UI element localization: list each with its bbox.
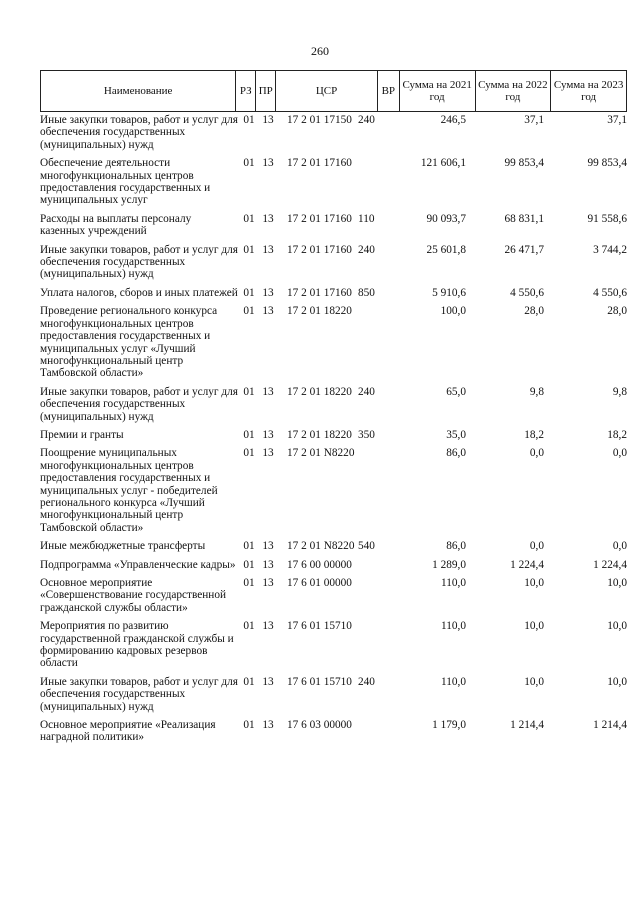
row-sum-2023: 37,1	[607, 114, 627, 126]
row-pr: 13	[262, 243, 274, 256]
row-pr: 13	[262, 620, 274, 633]
row-sum-2023: 18,2	[607, 428, 627, 441]
table-header	[40, 70, 627, 112]
row-rz: 01	[243, 620, 255, 633]
page-number: 260	[311, 44, 329, 58]
table-row	[40, 447, 627, 534]
row-sum-2021: 110,0	[441, 620, 466, 633]
row-sum-2022: 68 831,1	[504, 212, 544, 225]
row-sum-2023: 10,0	[607, 577, 627, 589]
row-pr: 13	[262, 305, 274, 318]
header-pr: ПР	[256, 71, 276, 111]
row-rz: 01	[243, 385, 255, 398]
row-sum-2021: 86,0	[446, 540, 466, 553]
row-vr: 110	[358, 212, 375, 225]
row-sum-2021: 25 601,8	[426, 243, 466, 256]
row-sum-2022: 1 224,4	[510, 558, 544, 571]
row-name: Уплата налогов, сборов и иных платежей	[40, 286, 238, 299]
row-csr: 17 2 01 17160	[287, 212, 352, 225]
row-csr: 17 6 00 00000	[287, 558, 352, 571]
row-pr: 13	[262, 675, 274, 688]
row-name: Основное мероприятие «Совершенствование государственной гражданской службы области»	[40, 577, 227, 614]
row-rz: 01	[243, 157, 255, 170]
table-row	[40, 287, 627, 299]
row-sum-2022: 0,0	[529, 447, 544, 460]
row-rz: 01	[243, 212, 255, 225]
row-rz: 01	[243, 540, 255, 553]
row-pr: 13	[262, 558, 274, 571]
row-sum-2023: 10,0	[607, 675, 627, 688]
row-vr	[356, 577, 382, 614]
row-name: Поощрение муниципальных многофункциональных центров предоставления государственных и муниципальных услуг - победителей регионального конкурса «Лучший многофункциональный центр Тамбовской области»	[40, 447, 218, 534]
row-vr: 350	[358, 428, 375, 441]
table-row	[40, 559, 627, 571]
row-rz: 01	[243, 719, 255, 732]
row-name: Премии и гранты	[40, 428, 124, 441]
row-name: Иные закупки товаров, работ и услуг для обеспечения государственных (муниципальных) нужд	[40, 243, 238, 281]
row-pr: 13	[262, 212, 274, 225]
table-row	[40, 719, 627, 744]
row-sum-2023: 28,0	[607, 305, 627, 318]
row-vr: 240	[358, 675, 375, 688]
row-name: Мероприятия по развитию государственной гражданской службы и формированию кадровых резервов области	[40, 620, 234, 670]
row-pr: 13	[262, 540, 274, 553]
row-vr: 240	[358, 114, 375, 126]
table-row	[40, 540, 627, 552]
row-csr: 17 6 01 15710	[287, 620, 352, 633]
header-csr: ЦСР	[276, 71, 378, 111]
row-sum-2021: 110,0	[441, 675, 466, 688]
row-pr: 13	[262, 385, 274, 398]
row-csr: 17 2 01 17160	[287, 157, 352, 170]
row-csr: 17 2 01 N8220	[287, 447, 355, 460]
row-sum-2022: 99 853,4	[504, 157, 544, 170]
row-sum-2022: 10,0	[524, 577, 544, 589]
row-sum-2021: 65,0	[446, 385, 466, 398]
row-vr	[356, 447, 382, 534]
row-csr: 17 6 01 15710	[287, 675, 352, 688]
table-row	[40, 305, 627, 379]
row-pr: 13	[262, 157, 274, 170]
table-row	[40, 157, 627, 207]
row-sum-2022: 0,0	[529, 540, 544, 553]
row-sum-2021: 5 910,6	[432, 286, 466, 299]
row-sum-2023: 91 558,6	[587, 212, 627, 225]
header-rz: РЗ	[236, 71, 256, 111]
row-sum-2021: 86,0	[446, 447, 466, 460]
row-vr: 850	[358, 286, 375, 299]
row-sum-2021: 1 179,0	[432, 719, 466, 732]
row-csr: 17 2 01 17160	[287, 286, 352, 299]
table-row	[40, 620, 627, 670]
row-sum-2023: 9,8	[612, 385, 627, 398]
row-sum-2021: 246,5	[440, 114, 466, 126]
row-name: Иные закупки товаров, работ и услуг для обеспечения государственных (муниципальных) нужд	[40, 385, 238, 423]
row-vr	[356, 719, 382, 744]
row-sum-2022: 28,0	[524, 305, 544, 318]
row-rz: 01	[243, 447, 255, 460]
row-name: Иные закупки товаров, работ и услуг для обеспечения государственных (муниципальных) нужд	[40, 675, 238, 713]
row-sum-2023: 4 550,6	[593, 286, 627, 299]
row-rz: 01	[243, 305, 255, 318]
row-rz: 01	[243, 428, 255, 441]
header-vr: ВР	[378, 71, 400, 111]
row-sum-2023: 3 744,2	[593, 243, 627, 256]
row-sum-2022: 4 550,6	[510, 286, 544, 299]
row-pr: 13	[262, 114, 274, 126]
row-name: Подпрограмма «Управленческие кадры»	[40, 558, 236, 571]
row-vr	[356, 620, 382, 670]
row-sum-2023: 0,0	[612, 447, 627, 460]
row-pr: 13	[262, 286, 274, 299]
row-csr: 17 2 01 N8220	[287, 540, 355, 553]
row-csr: 17 2 01 17160	[287, 243, 352, 256]
table-body	[40, 114, 627, 750]
row-vr: 540	[358, 540, 375, 553]
row-sum-2022: 10,0	[524, 675, 544, 688]
row-csr: 17 2 01 18220	[287, 385, 352, 398]
row-sum-2022: 37,1	[524, 114, 544, 126]
table-row	[40, 244, 627, 281]
row-vr	[356, 305, 382, 379]
row-vr	[356, 559, 382, 571]
row-sum-2023: 0,0	[612, 540, 627, 553]
row-sum-2021: 35,0	[446, 428, 466, 441]
table-row	[40, 577, 627, 614]
row-rz: 01	[243, 558, 255, 571]
row-csr: 17 2 01 17150	[287, 114, 352, 126]
table-row	[40, 114, 627, 151]
row-rz: 01	[243, 577, 255, 589]
table-row	[40, 386, 627, 423]
row-sum-2023: 10,0	[607, 620, 627, 633]
row-csr: 17 6 03 00000	[287, 719, 352, 732]
row-pr: 13	[262, 428, 274, 441]
row-csr: 17 6 01 00000	[287, 577, 352, 589]
row-name: Проведение регионального конкурса многофункциональных центров предоставления государственных и муниципальных услуг «Лучший многофункциональный центр Тамбовской области»	[40, 305, 218, 380]
row-sum-2021: 121 606,1	[420, 157, 466, 170]
row-name: Основное мероприятие «Реализация наградной политики»	[40, 719, 216, 744]
row-sum-2023: 1 224,4	[593, 558, 627, 571]
row-csr: 17 2 01 18220	[287, 305, 352, 318]
row-name: Расходы на выплаты персоналу казенных учреждений	[40, 212, 192, 238]
row-sum-2021: 110,0	[441, 577, 466, 589]
row-name: Иные закупки товаров, работ и услуг для обеспечения государственных (муниципальных) нужд	[40, 114, 238, 151]
header-sum-2021: Сумма на 2021 год	[400, 71, 476, 111]
table-row	[40, 213, 627, 238]
row-sum-2022: 9,8	[529, 385, 544, 398]
row-pr: 13	[262, 577, 274, 589]
header-sum-2023: Сумма на 2023 год	[553, 79, 624, 103]
header-sum-2022: Сумма на 2022 год	[476, 71, 552, 111]
row-sum-2021: 90 093,7	[426, 212, 466, 225]
row-sum-2022: 18,2	[524, 428, 544, 441]
row-sum-2021: 100,0	[440, 305, 466, 318]
row-rz: 01	[243, 675, 255, 688]
row-rz: 01	[243, 114, 255, 126]
row-sum-2023: 1 214,4	[593, 719, 627, 732]
row-pr: 13	[262, 447, 274, 460]
table-row	[40, 429, 627, 441]
row-csr: 17 2 01 18220	[287, 428, 352, 441]
row-vr: 240	[358, 385, 375, 398]
row-vr	[356, 157, 382, 207]
row-sum-2022: 1 214,4	[510, 719, 544, 732]
row-rz: 01	[243, 286, 255, 299]
row-sum-2022: 26 471,7	[504, 243, 544, 256]
header-name: Наименование	[41, 71, 236, 111]
table-row	[40, 676, 627, 713]
row-rz: 01	[243, 243, 255, 256]
row-name: Обеспечение деятельности многофункциональных центров предоставления государственных и муниципальных услуг	[40, 157, 211, 207]
row-vr: 240	[358, 243, 375, 256]
row-sum-2022: 10,0	[524, 620, 544, 633]
row-name: Иные межбюджетные трансферты	[40, 540, 206, 553]
row-pr: 13	[262, 719, 274, 732]
row-sum-2021: 1 289,0	[432, 558, 466, 571]
row-sum-2023: 99 853,4	[587, 157, 627, 170]
